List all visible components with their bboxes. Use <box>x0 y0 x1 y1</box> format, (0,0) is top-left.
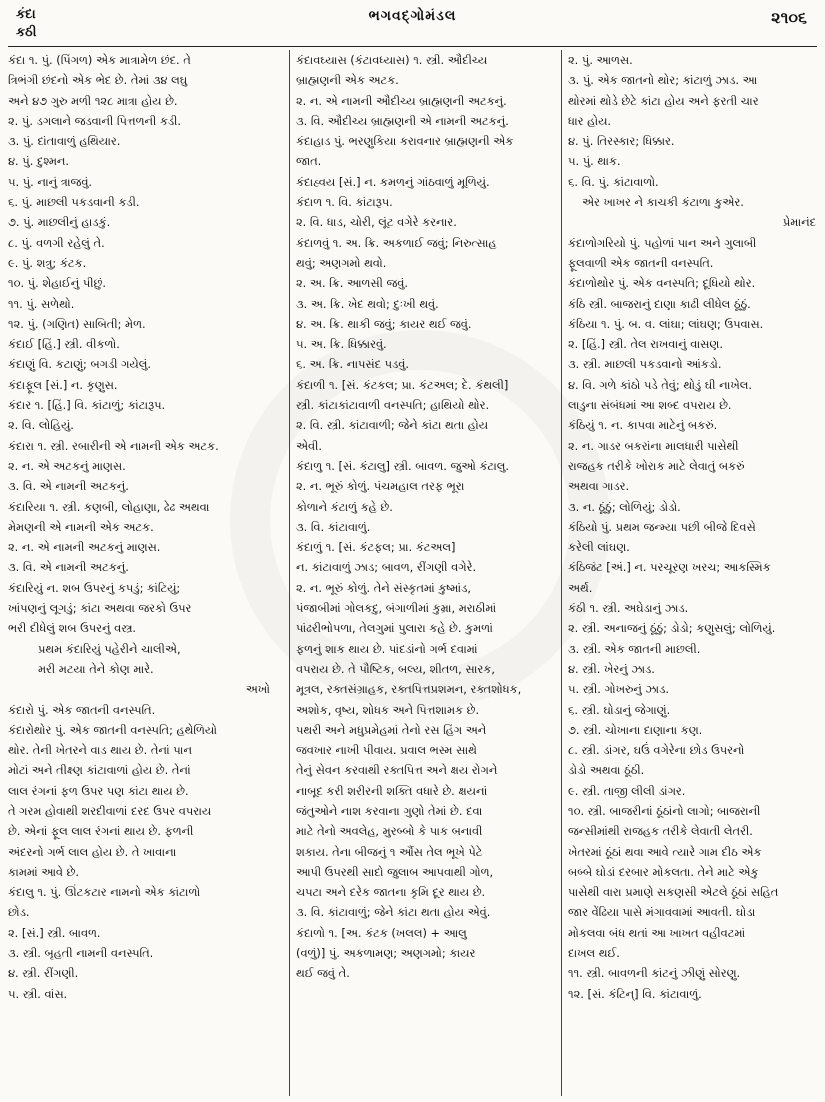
entry-line: ધાર હોય. <box>568 113 612 128</box>
entry-line: (વ‍ળું)] પું. અકળામણ; અણગમો; કાયર <box>296 946 476 961</box>
entry-line: અશોક, વૃષ્ય, શોધક અને પિત્તશામક છે. <box>296 702 480 717</box>
entry-line: કરેલી લાંઘણ. <box>568 540 630 555</box>
entry-line: રાજહક તરીકે ખોરાક માટે લેવાતું બકરું <box>568 458 745 473</box>
entry-line: મોકલવા બંધ થતાં આ ખાખત વહીવટમાં <box>568 925 746 940</box>
entry-line: કંદારો પું. એક જાતની વનસ્પતિ. <box>8 702 156 717</box>
sense-line: ૩. વિ. એ નામની અટકનું. <box>8 560 129 575</box>
sense-line: ૧૧. પું. સળેથો. <box>8 296 75 311</box>
sense-line: ૨. પું. ડગલાને જડવાની પિત્તળની કડી. <box>8 113 182 128</box>
sense-line: ૨. [હિં.] સ્ત્રી. તેલ રાખવાનું વાસણ. <box>568 337 723 352</box>
entry-line: કંદાઈ [હિં.] સ્ત્રી. વીકળો. <box>8 337 120 352</box>
entry-line: કંદાળો ૧. [અ. કંટક (ખલલ) + આલુ <box>296 925 467 940</box>
entry-line: કંદાર ૧. [હિં.] વિ. કાંટાળું; કાંટારૂપ. <box>8 398 166 413</box>
entry-line: થોરમાં થોડે છેટે કાંટા હોય અને ફરતી ચાર <box>568 93 759 108</box>
entry-line: કંદાણું વિ. કટાણું; બગડી ગયેલું. <box>8 357 151 372</box>
sense-line: ૬. સ્ત્રી. ઘોડાનું જેગાણું. <box>568 702 671 717</box>
entry-line: એવી. <box>296 438 322 453</box>
sense-line: ૩. વિ. એ નામની અટકનું. <box>8 479 129 494</box>
sense-line: ૪. પું. તિરસ્કાર; ધિક્કાર. <box>568 134 675 149</box>
entry-line: કામમાં આવે છે. <box>8 864 79 879</box>
entry-line: કંદાળી ૧. [સં. કંટકલ; પ્રા. કંટઅલ; દે. કંથલી] <box>296 377 509 392</box>
entry-line: માટે તેનો અવલેહ, મુરબ્બો કે પાક બનાવી <box>296 824 483 839</box>
entry-line: અથવા ગાડર. <box>568 479 630 494</box>
sense-line: ૩. સ્ત્રી. બૃહતી નામની વનસ્પતિ. <box>8 946 154 961</box>
sense-line: ૩. વિ. કાંટાવાળું; જેને કાંટા થતા હોય એવું. <box>296 905 491 920</box>
entry-line: થોર. તેની ખેતરને વાડ થાય છે. તેનાં પાન <box>8 743 192 758</box>
entry-line: કંદાલુ ૧. પું. ઊંટકટાર નામનો એક કાંટાળો <box>8 885 201 900</box>
entry-line: કંદારિયું ન. શબ ઉપરનું કપડું; કાંટિયું; <box>8 580 181 595</box>
sense-line: ૬. વિ. પું. કાંટાવાળો. <box>568 174 659 189</box>
entry-line: કંદાળ ૧. વિ. કાંટારૂપ. <box>296 195 393 210</box>
entry-line: કંઠી ૧. સ્ત્રી. અઘેડાનું ઝાડ. <box>568 601 689 616</box>
entry-line: કંઠિયો પું. પ્રથમ જન્મ્યા પછી બીજે દિવસે <box>568 519 756 534</box>
sense-line: ૪. સ્ત્રી. ખેરનું ઝાડ. <box>568 661 655 676</box>
entry-line: ફળનું શાક થાય છે. પાંદડાંનો ગર્ભ દવામાં <box>296 641 478 656</box>
sense-line: ૧૦. પું. શેહાઈનું પીછું. <box>8 276 106 291</box>
entry-line: જાત. <box>296 154 322 169</box>
entry-line: લાડુના સંબંધમાં આ શબ્દ વપરાય છે. <box>568 398 732 413</box>
header-rule <box>8 46 817 47</box>
entry-line: અને ૪૭ ગુરુ મળી ૧૨૮ માત્રા હોય છે. <box>8 93 178 108</box>
entry-line: કંદાહાડ પું. ભરણુકિયા કરાવનાર બ્રાહ્મણની એક <box>296 134 514 149</box>
entry-line: તે ગરમ હોવાથી શરદીવાળાં દરદ ઉપર વપરાય <box>8 803 212 818</box>
entry-line: પાંઢરીભોપળા, તેલગુમાં પુલારા કહે છે. કુમળાં <box>296 621 493 636</box>
sense-line: ૪. વિ. ગળે કાંઠો પડે તેવું; થોડું ઘી નાખેલ. <box>568 377 752 392</box>
sense-line: ૫. પું. થાક. <box>568 154 621 169</box>
sense-line: ૨. ન. ગાડર બકરાંના માલધારી પાસેથી <box>568 438 739 453</box>
dictionary-columns <box>8 50 817 1096</box>
guide-word-last: કઠી <box>16 25 37 40</box>
sense-line: ૨. વિ. સ્ત્રી. કાંટાવાળી; જેને કાંટા થતા હોય <box>296 418 489 433</box>
entry-line: બબ્બે ઘોડાં દરબાર મોકલતા. તેને માટે એકુ <box>568 864 759 879</box>
sense-line: ૫. અ. ક્રિ. ધિક્કારવું. <box>296 337 387 352</box>
entry-line: થવું; અણગમો થવો. <box>296 255 387 270</box>
entry-line: ન. કાંટાવાળું ઝાડ; બાવળ, રીંગણી વગેરે. <box>296 560 477 575</box>
entry-line: તેનું સેવન કરવાથી રક્તપિત્ત અને ક્ષય રોગને <box>296 763 498 778</box>
sense-line: ૩. ન. ઠૂંઠું; લોળિયું; ડોડો. <box>568 499 681 514</box>
entry-line: લાલ રંગનાં ફળ ઉપર પણ કાંટા થાય છે. <box>8 783 189 798</box>
column-middle <box>289 50 558 1096</box>
quote-line: એર ખાખર ને કાચકી કંટાળા કુએર. <box>582 195 744 210</box>
entry-line: પાસેથી વારા પ્રમાણે સકણસી એટલે ઠૂંઠાં સહિત <box>568 885 779 900</box>
entry-line: મોટાં અને તીક્ષ્ણ કાંટાવાળાં હોય છે. તેનાં <box>8 763 191 778</box>
entry-line: કંઠિયું ૧. ન. કાપવા માટેનું બકરું. <box>568 418 718 433</box>
quote-line: મરી મટયા તેને કોણ મારે. <box>38 661 154 676</box>
sense-line: ૨. [સં.] સ્ત્રી. બાવળ. <box>8 925 101 940</box>
sense-line: ૩. વિ. ઔદીચ્ય બ્રાહ્મણની એ નામની અટકનું. <box>296 113 509 128</box>
entry-line: કંદા ૧. પું. (પિંગળ) એક માત્રામેળ છંદ. તે <box>8 53 191 67</box>
entry-line: કંદાળુ ૧. [સં. કંટાલુ] સ્ત્રી. બાવળ. જુઓ કંટાલુ. <box>296 458 510 473</box>
entry-line: કોળાને કંટાળું કહે છે. <box>296 499 393 514</box>
sense-line: ૩. સ્ત્રી. એક જાતની માછલી. <box>568 641 701 656</box>
entry-line: જવખાર નાખી પીવાય. પ્રવાલ ભસ્મ સાથે <box>296 743 477 758</box>
sense-line: ૯. પું. શત્રુ; કંટક. <box>8 255 87 270</box>
sense-line: ૨. ન. ભૂરું કોળું. તેને સંસ્કૃતમાં કુષ્માંડ, <box>296 580 471 595</box>
sense-line: ૩. અ. ક્રિ. ખેદ થવો; દુઃખી થવું. <box>296 296 439 311</box>
page-title: ભગવદ્ગોમંડલ <box>368 8 457 24</box>
sense-line: ૨. અ. ક્રિ. આળસી જવું. <box>296 276 409 291</box>
entry-line: જન્સીમાંથી રાજહક તરીકે લેવાતી લેતરી. <box>568 824 753 839</box>
sense-line: ૧૦. સ્ત્રી. બાજરીનાં ઠૂંઠાંનો લાગો; બાજરાની <box>568 803 761 818</box>
entry-line: દાખલ થઈ. <box>568 946 620 961</box>
page-number: ૨૧૦૬ <box>771 8 807 27</box>
entry-line: અર્થ. <box>568 580 593 595</box>
entry-line: કંદારિયા ૧. સ્ત્રી. કણબી, લોહાણા, ઢેઢ અથવા <box>8 499 210 514</box>
sense-line: ૮. સ્ત્રી. ડાંગર, ઘઉં વગેરેના છોડ ઉપરનો <box>568 743 745 758</box>
entry-line: આપી ઉપરથી સાદો જુલાબ આપવાથી ગોળ, <box>296 864 494 879</box>
entry-line: કંદાળોગરિયો પું. પહોળાં પાન અને ગુલાબી <box>568 235 757 250</box>
entry-line: અંદરનો ગર્ભ લાલ હોય છે. તે ખાવાના <box>8 844 177 859</box>
sense-line: ૪. સ્ત્રી. રીંગણી. <box>8 966 79 981</box>
entry-line: ફૂલવાળી એક જાતની વનસ્પતિ. <box>568 255 714 270</box>
entry-line: વપરાય છે. તે પૌષ્ટિક, બલ્ય, શીતળ, સારક, <box>296 661 495 676</box>
sense-line: ૫. સ્ત્રી. ગોખરુનું ઝાડ. <box>568 682 669 697</box>
entry-line: કંદારોથોર પું. એક જાતની વનસ્પતિ; હથેળિયો <box>8 722 218 737</box>
entry-line: કંદારા ૧. સ્ત્રી. રબારીની એ નામની એક અટક. <box>8 438 219 453</box>
page-header <box>8 4 817 46</box>
entry-line: ત્રિભંગી છંદનો એક ભેદ છે. તેમાં ૩૪ લઘુ <box>8 73 188 88</box>
entry-line: છોડ. <box>8 905 30 920</box>
sense-line: ૩. પું. દાંતાવાળું હથિયાર. <box>8 134 121 149</box>
sense-line: ૮. પું. વળગી રહેલું તે. <box>8 235 105 250</box>
entry-line: બ્રાહ્મણની એક અટક. <box>296 73 399 88</box>
entry-line: મૂત્રલ, રક્તસંગ્રાહક, રક્તપિત્તપ્રશમન, રક્તશોધક, <box>296 682 522 697</box>
sense-line: ૨. વિ. લોહિયું. <box>8 418 74 433</box>
sense-line: ૬. અ. ક્રિ. નાપસંદ પડવું. <box>296 357 409 372</box>
sense-line: ૫. સ્ત્રી. વાંસ. <box>8 986 68 1001</box>
column-left <box>8 50 278 1096</box>
entry-line: જાર વેંઢિયા પાસે મંગાવવામાં આવતી. ઘોડા <box>568 905 756 920</box>
sense-line: ૨. ન. એ અટકનું માણસ. <box>8 458 126 473</box>
quote-attribution: પ્રેમાનંદ <box>782 215 816 230</box>
entry-line: જંતુઓને નાશ કરવાના ગુણો તેમાં છે. દવા <box>296 803 483 818</box>
entry-line: નાબૂદ કરી શરીરની શક્તિ વધારે છે. ક્ષયનાં <box>296 783 488 798</box>
entry-line: કંદાહ્વય [સં.] ન. કમળનું ગાંઠવાળું મૂળિયું. <box>296 174 490 189</box>
sense-line: ૪. અ. ક્રિ. થાકી જવું; કાયર થઈ જવું. <box>296 316 472 331</box>
sense-line: ૭. સ્ત્રી. ચોખાના દાણાના કણ. <box>568 722 703 737</box>
entry-line: કંદાળોથોર પું. એક વનસ્પતિ; દૂધિયો થોર. <box>568 276 756 291</box>
sense-line: ૭. પું. માછલીનું હાડકું. <box>8 215 111 230</box>
entry-line: પથરી અને મધુપ્રમેહમાં તેનો રસ હિંગ અને <box>296 722 487 737</box>
guide-word-first: કંદા <box>16 7 36 22</box>
entry-line: થઈ જવું તે. <box>296 966 350 981</box>
sense-line: ૧૧. સ્ત્રી. બાવળની કાંટનું ઝીણું સોરણુ. <box>568 966 741 981</box>
sense-line: ૩. સ્ત્રી. માછલી પકડવાનો આંકડો. <box>568 357 722 372</box>
entry-line: કંદાળું ૧. [સં. કંટફલ; પ્રા. કંટઅલ] <box>296 540 456 555</box>
entry-line: મેમણની એ નામની એક અટક. <box>8 519 154 534</box>
entry-line: કંદાળવું ૧. અ. ક્રિ. અકળાઈ જવું; નિરુત્સાહ <box>296 235 497 250</box>
entry-line: કંદાફૂલ [સં.] ન. કૃણુસ. <box>8 377 118 392</box>
sense-line: ૪. પું. દુશ્મન. <box>8 154 70 169</box>
entry-line: પંજાબીમાં ગોલકદુ, બંગાળીમાં કુમ્રા, મરાઠીમાં <box>296 601 497 616</box>
sense-line: ૫. પું. નાનું ત્રાજવું. <box>8 174 93 189</box>
sense-line: ૨. પું. આળસ. <box>568 53 633 67</box>
sense-line: ૧૨. [સં. કંટિન્] વિ. કાંટાવાળું. <box>568 986 702 1001</box>
column-right <box>561 50 824 1096</box>
entry-line: ખાંપણનું લૂગડું; કાંટા અથવા જરકો ઉપર <box>8 601 192 616</box>
entry-line: કંદાવઘ્યાસ (કંટાવધ્યાસ) ૧. સ્ત્રી. ઔદીચ્ય <box>296 53 488 67</box>
sense-line: ૩. પું. એક જાતનો થોર; કાંટાળું ઝાડ. આ <box>568 73 758 88</box>
entry-line: ચપટા અને દરેક જાતના કૃમિ દૂર થાય છે. <box>296 885 486 900</box>
sense-line: ૨. ન. એ નામની અટકનું માણસ. <box>8 540 161 555</box>
quote-attribution: અખો <box>245 682 270 697</box>
entry-line: છે. એનાં ફૂલ લાલ રંગનાં થાય છે. ફળની <box>8 824 194 839</box>
entry-line: કંઠિયા ૧. પું. બ. વ. લાંઘા; લાંઘણ; ઉપવાસ. <box>568 316 764 331</box>
sense-line: ૨. વિ. ધાડ, ચોરી, લૂંટ વગેરે કરનાર. <box>296 215 457 230</box>
sense-line: ૨. ન. ભૂરું કોળું. પંચમહાલ તરફ ભૂરા <box>296 479 465 494</box>
sense-line: ૨. સ્ત્રી. અનાજનું ઠૂંઠું; ડોડો; કણુસલું; લોળિયું. <box>568 621 776 636</box>
sense-line: ૧૨. પું. (ગણિત) સાબિતી; મેળ. <box>8 316 146 331</box>
entry-line: ડોડો અથવા ઠૂંઠી. <box>568 763 645 778</box>
entry-line: ભરી દીધેલું શબ ઉપરનું વસ્ત્ર. <box>8 621 137 636</box>
sense-line: ૯. સ્ત્રી. તાજી લીલી ડાંગર. <box>568 783 686 798</box>
sense-line: ૩. વિ. કાંટાવાળું. <box>296 519 371 534</box>
quote-line: પ્રથમ કંદારિયું પહેરીને ચાલીએ, <box>38 641 181 656</box>
entry-line: સ્ત્રી. કાંટાકાંટાવાળી વનસ્પતિ; હાથિયો થોર. <box>296 398 490 413</box>
sense-line: ૨. ન. એ નામની ઔદીચ્ય બ્રાહ્મણની અટકનું. <box>296 93 507 108</box>
entry-line: ખેતરમાં ઠૂંઠાં થવા આવે ત્યારે ગામ દીઠ એક <box>568 844 762 859</box>
entry-line: શકાય. તેના બીજનું ૧ ઔંસ તેલ ભૂખે પેટે <box>296 844 483 859</box>
entry-line: કંઠિ સ્ત્રી. બાજરાનું દાણા કાઢી લીધેલ ઠૂંઠું. <box>568 296 751 311</box>
entry-line: કંઠિજંટ [અં.] ન. પરચૂરણ ખરચ; આકસ્મિક <box>568 560 771 575</box>
sense-line: ૬. પું. માછલી પકડવાની કડી. <box>8 195 140 210</box>
